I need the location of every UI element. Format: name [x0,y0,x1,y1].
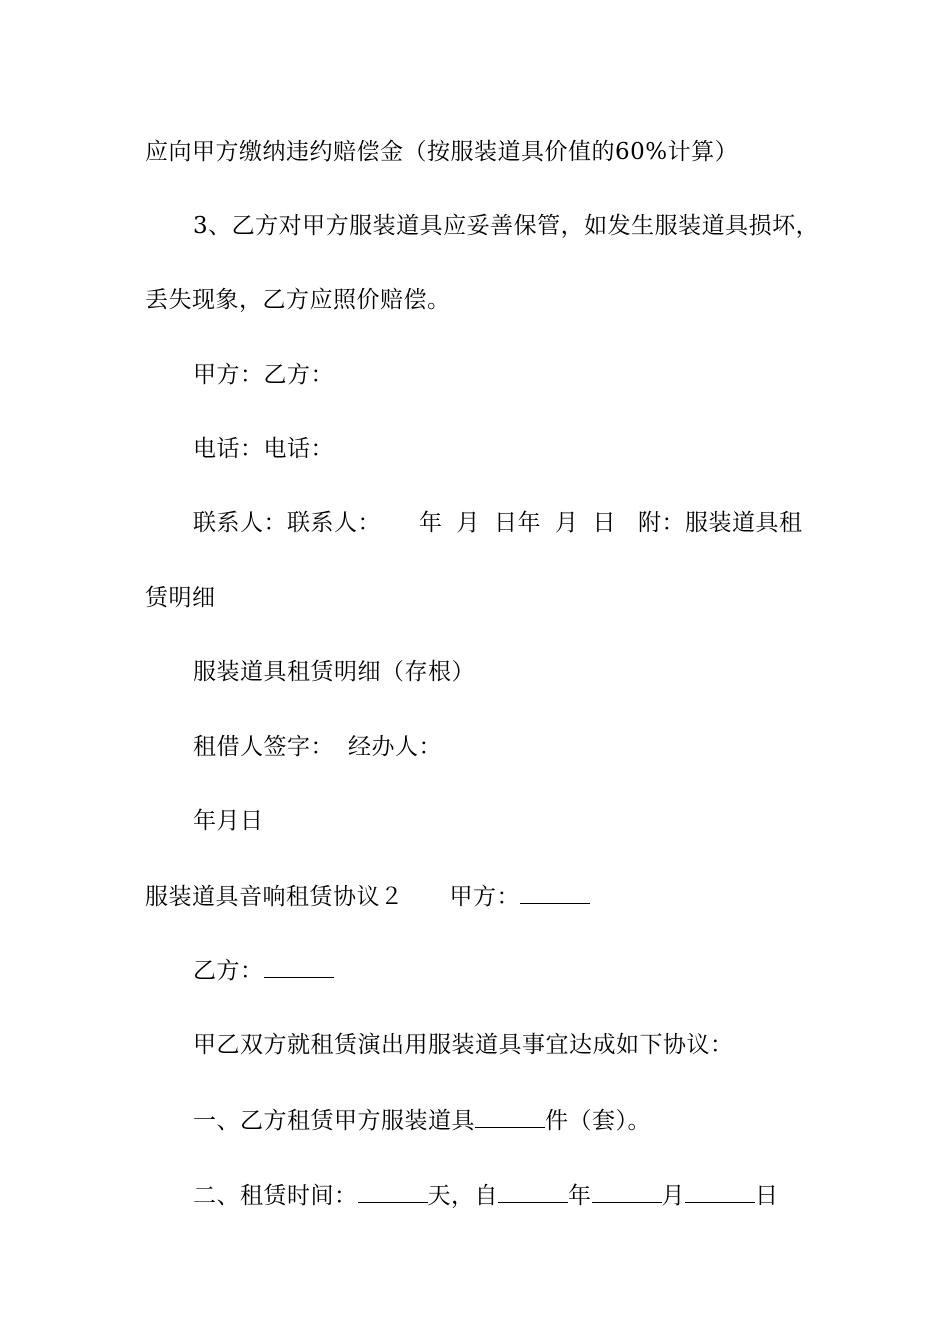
text-span: 服装道具音响租赁协议２ [145,884,404,910]
text-span: 日年 [494,510,541,536]
phone-line [193,434,825,464]
blank-field [498,1180,568,1203]
text-span: 甲方：乙方： [193,362,334,388]
text-span: 年 [568,1183,592,1209]
paragraph-line [145,583,825,613]
text-span: 日 [592,510,616,536]
text-span: 丢失现象，乙方应照价赔偿。 [145,287,451,313]
signature-party-line [193,360,825,390]
text-span: 应向甲方缴纳违约赔偿金（按服装道具价值的60%计算） [145,139,739,165]
agreement-title-line [145,881,825,912]
paragraph-line [145,285,825,315]
text-span: 二、租赁时间： [193,1183,358,1209]
text-span: 一、乙方租赁甲方服装道具 [193,1108,475,1134]
blank-field [475,1105,545,1128]
blank-field [520,881,590,904]
text-span: 天，自 [427,1183,498,1209]
text-span: 附：服装道具租 [638,510,803,536]
section-heading [193,657,825,687]
clause-line [193,1180,825,1211]
text-span: 经办人： [348,734,442,760]
text-span: 月 [456,510,480,536]
text-span: 年月日 [193,808,264,834]
text-span: 租借人签字： [193,734,334,760]
text-span: 甲乙双方就租赁演出用服装道具事宜达成如下协议： [193,1032,734,1058]
text-span: 日 [755,1183,779,1209]
text-span: 月 [661,1183,685,1209]
paragraph-line [193,211,825,241]
paragraph-line [145,137,825,167]
party-b-line [193,955,825,986]
text-span: 赁明细 [145,585,216,611]
blank-field [685,1180,755,1203]
text-span: 甲方： [449,884,520,910]
text-span: 年 [419,510,443,536]
clause-line [193,1105,825,1136]
blank-field [592,1180,662,1203]
blank-field [264,955,334,978]
text-span: 件（套）。 [545,1108,651,1134]
text-span: 乙方： [193,958,264,984]
text-span: 联系人：联系人： [193,510,381,536]
signature-line [193,732,825,762]
text-span: 月 [555,510,579,536]
text-span: 电话：电话： [193,436,334,462]
text-span: 服装道具租赁明细（存根） [193,659,475,685]
blank-field [358,1180,428,1203]
paragraph-line [193,1030,825,1060]
date-line [193,806,825,836]
contact-date-line [193,508,825,538]
text-span: 3、乙方对甲方服装道具应妥善保管，如发生服装道具损坏， [193,213,820,239]
